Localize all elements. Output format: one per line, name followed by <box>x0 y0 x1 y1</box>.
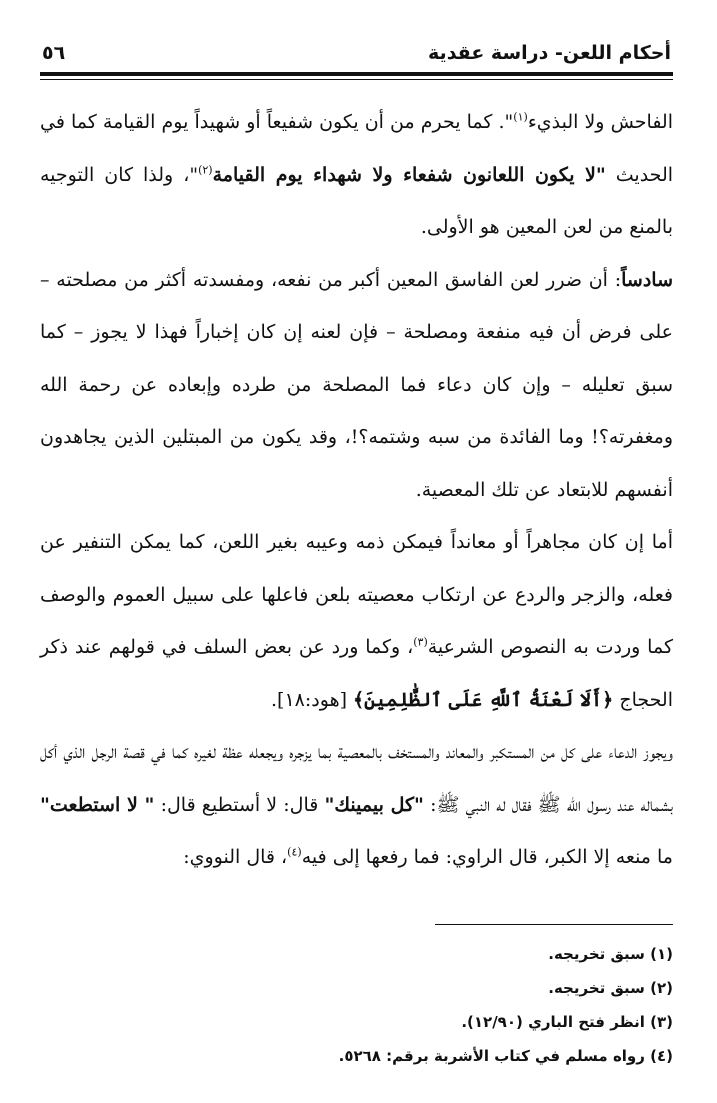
text-run: ". كما يحرم من أن يكون شفيعاً أو شهيداً يوم القيامة كما في الحديث <box>40 111 674 186</box>
text-run: [هود:١٨]. <box>271 688 354 711</box>
footnote-3: (٣) انظر فتح الباري (١٢/٩٠). <box>461 1012 673 1031</box>
bold-text: سادساً <box>621 268 673 291</box>
header-rule <box>40 72 673 76</box>
footnote-2: (٢) سبق تخريجه. <box>548 978 673 997</box>
text-run: ويجوز الدعاء على كل من المستكبر والمعاند والمستخف بالمعصية بما يزجره ويجعله عظة لغيره كما في قصة الرجل الذي أكل بشماله عند رسول الله ﷺ فقال له النبي ﷺ: <box>40 741 673 816</box>
footnote-separator <box>435 924 673 925</box>
quote-text: "لا يكون اللعانون شفعاء ولا شهداء يوم القيامة <box>212 163 606 186</box>
text-run: "، ولذا كان التوجيه بالمنع من لعن المعين هو الأولى. <box>40 163 673 238</box>
footnote-ref: (٤) <box>287 845 302 859</box>
page-header <box>40 42 673 70</box>
text-run: : أن ضرر لعن الفاسق المعين أكبر من نفعه، ومفسدته أكثر من مصلحته – على فرض أن فيه منفعة ومصلحة – فإن لعنه إن كان إخباراً فهذا لا يجوز – كما سبق تعليله – وإن كان دعاء فما المصلحة من طرده وإبعاده عن رحمة الله ومغفرته؟! وما الفائدة من سبه وشتمه؟!، وقد يكون من المبتلين الذين يجاهدون أنفسهم للابتعاد عن تلك المعصية. <box>40 268 673 501</box>
footnote-1: (١) سبق تخريجه. <box>548 944 673 963</box>
paragraph <box>40 254 673 517</box>
quote-text: " لا استطعت" <box>40 793 155 816</box>
quote-text: "كل بيمينك" <box>324 793 424 816</box>
paragraph <box>40 516 673 726</box>
body-text <box>40 96 673 884</box>
footnote-ref: (٣) <box>413 635 428 649</box>
running-title: أحكام اللعن- دراسة عقدية <box>428 42 671 64</box>
text-run: ، قال النووي: <box>183 846 288 868</box>
footnote-4: (٤) رواه مسلم في كتاب الأشربة برقم: ٥٢٦٨. <box>338 1046 673 1065</box>
quote-text: ﴿أَلَا لَعْنَةُ ٱللَّهِ عَلَى ٱلظَّٰلِمِينَ﴾ <box>353 688 614 711</box>
text-run: ما منعه إلا الكبر، قال الراوي: فما رفعها إلى فيه <box>301 846 673 868</box>
footnote-ref: (٢) <box>198 163 213 177</box>
text-run: الفاحش ولا البذيء <box>527 111 673 133</box>
header-rule-thin <box>40 79 673 80</box>
text-run: قال: لا أستطيع قال: <box>154 793 325 816</box>
footnotes <box>40 937 673 1073</box>
paragraph <box>40 96 673 254</box>
footnote-ref: (١) <box>513 110 528 124</box>
text-run: ، وكما ورد عن بعض السلف في قولهم عند ذكر الحجاج <box>40 636 673 711</box>
page-number: ٥٦ <box>42 42 66 64</box>
paragraph <box>40 726 673 884</box>
text-run: أما إن كان مجاهراً أو معانداً فيمكن ذمه وعيبه بغير اللعن، كما يمكن التنفير عن فعله، والزجر والردع عن ارتكاب معصيته بلعن فاعلها على سبيل العموم والوصف كما وردت به النصوص الشرعية <box>40 531 674 658</box>
